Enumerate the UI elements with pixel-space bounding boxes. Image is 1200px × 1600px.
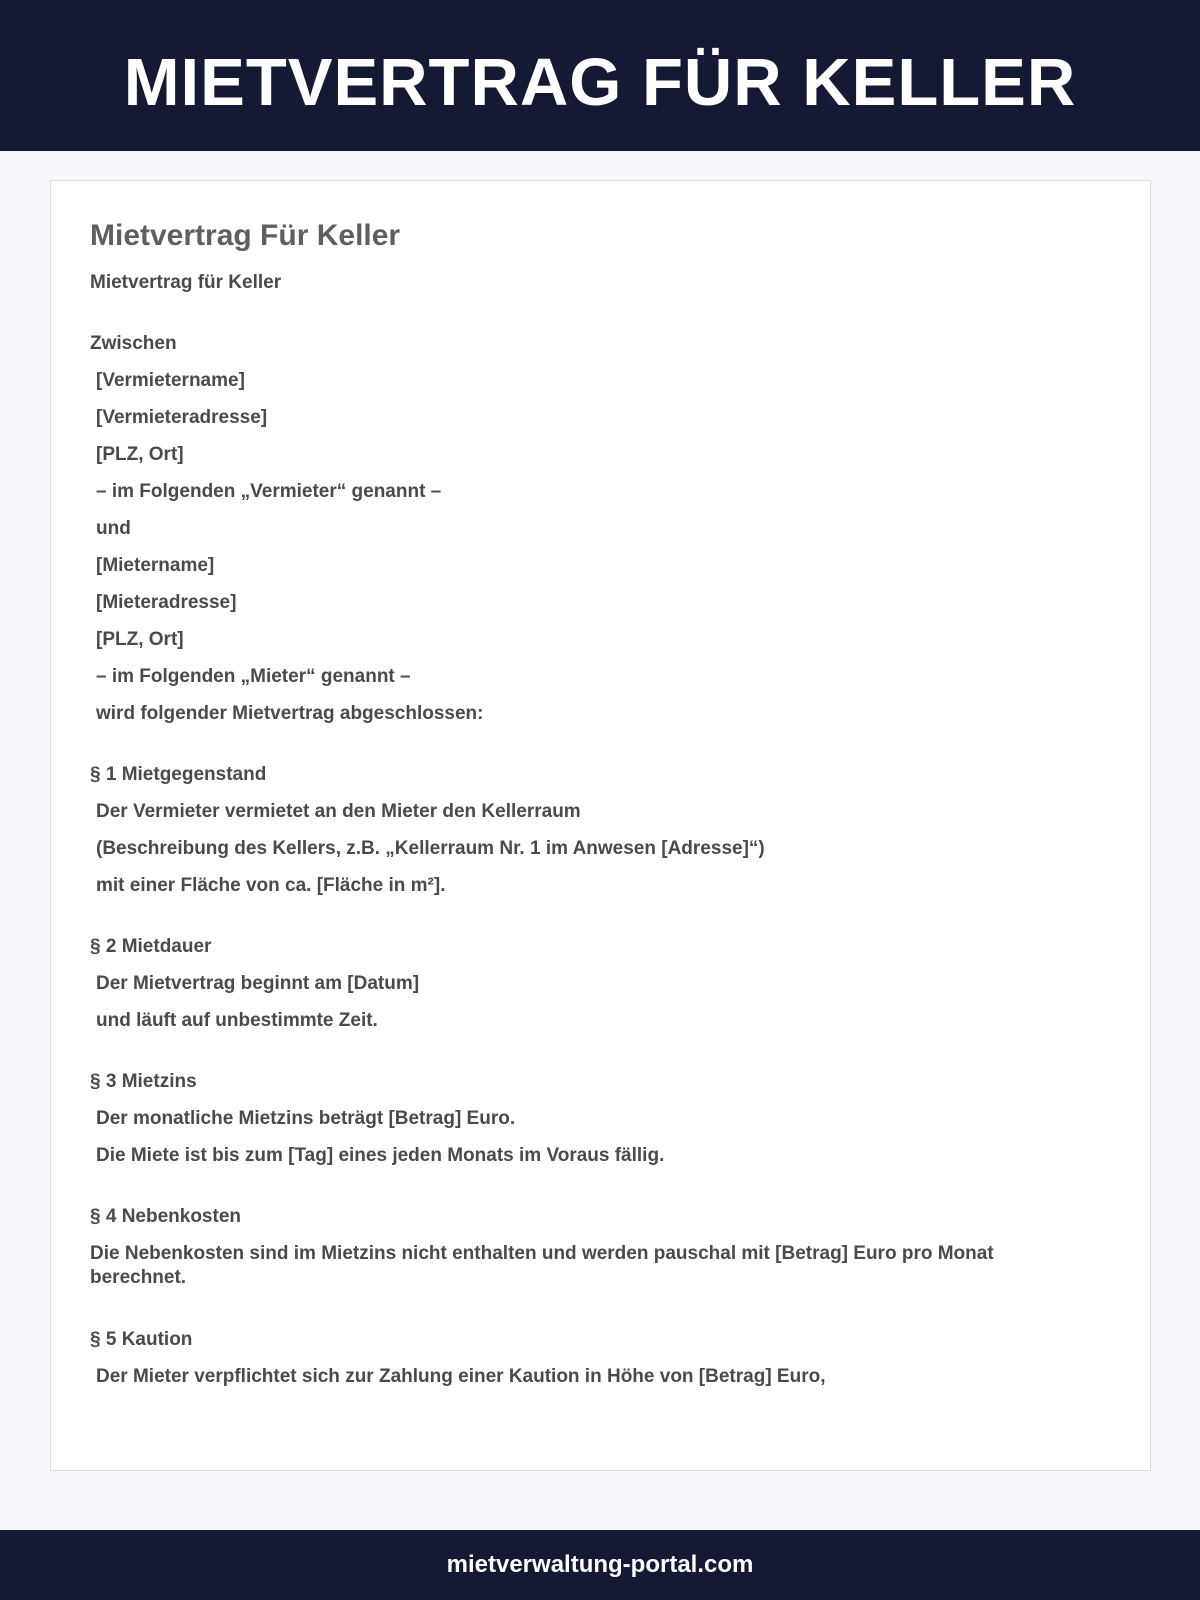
document-title: Mietvertrag Für Keller (90, 219, 401, 252)
page-header (0, 0, 1200, 151)
section-3-line: Die Miete ist bis zum [Tag] eines jeden Monats im Voraus fällig. (96, 1145, 665, 1166)
section-3-line: Der monatliche Mietzins beträgt [Betrag] Euro. (96, 1108, 516, 1129)
landlord-address: [Vermieteradresse] (96, 407, 268, 428)
document-card (50, 180, 1151, 1471)
section-heading-3: § 3 Mietzins (90, 1071, 197, 1092)
footer-site-name: mietverwaltung-portal.com (446, 1551, 754, 1578)
section-2-line: und läuft auf unbestimmte Zeit. (96, 1010, 378, 1031)
parties-closing: wird folgender Mietvertrag abgeschlossen: (96, 703, 484, 724)
section-heading-1: § 1 Mietgegenstand (90, 764, 267, 785)
section-2-line: Der Mietvertrag beginnt am [Datum] (96, 973, 420, 994)
section-heading-2: § 2 Mietdauer (90, 936, 212, 957)
section-1-line: (Beschreibung des Kellers, z.B. „Kellerraum Nr. 1 im Anwesen [Adresse]“) (96, 838, 765, 859)
section-5-line: Der Mieter verpflichtet sich zur Zahlung einer Kaution in Höhe von [Betrag] Euro, (96, 1366, 826, 1387)
landlord-designation: – im Folgenden „Vermieter“ genannt – (96, 481, 442, 502)
tenant-designation: – im Folgenden „Mieter“ genannt – (96, 666, 411, 687)
tenant-city: [PLZ, Ort] (96, 629, 184, 650)
section-heading-4: § 4 Nebenkosten (90, 1206, 241, 1227)
header-title: MIETVERTRAG FÜR KELLER (123, 45, 1077, 120)
parties-conjunction: und (96, 518, 131, 539)
tenant-name: [Mietername] (96, 555, 215, 576)
section-heading-5: § 5 Kaution (90, 1329, 193, 1350)
parties-intro: Zwischen (90, 333, 177, 354)
section-1-line: Der Vermieter vermietet an den Mieter den Kellerraum (96, 801, 581, 822)
tenant-address: [Mieteradresse] (96, 592, 237, 613)
section-1-line: mit einer Fläche von ca. [Fläche in m²]. (96, 875, 446, 896)
landlord-city: [PLZ, Ort] (96, 444, 184, 465)
document-subtitle: Mietvertrag für Keller (90, 272, 282, 293)
landlord-name: [Vermietername] (96, 370, 245, 391)
section-4-line: Die Nebenkosten sind im Mietzins nicht enthalten und werden pauschal mit [Betrag] Euro pro Monat berechnet. (90, 1243, 994, 1288)
page-footer (0, 1530, 1200, 1600)
